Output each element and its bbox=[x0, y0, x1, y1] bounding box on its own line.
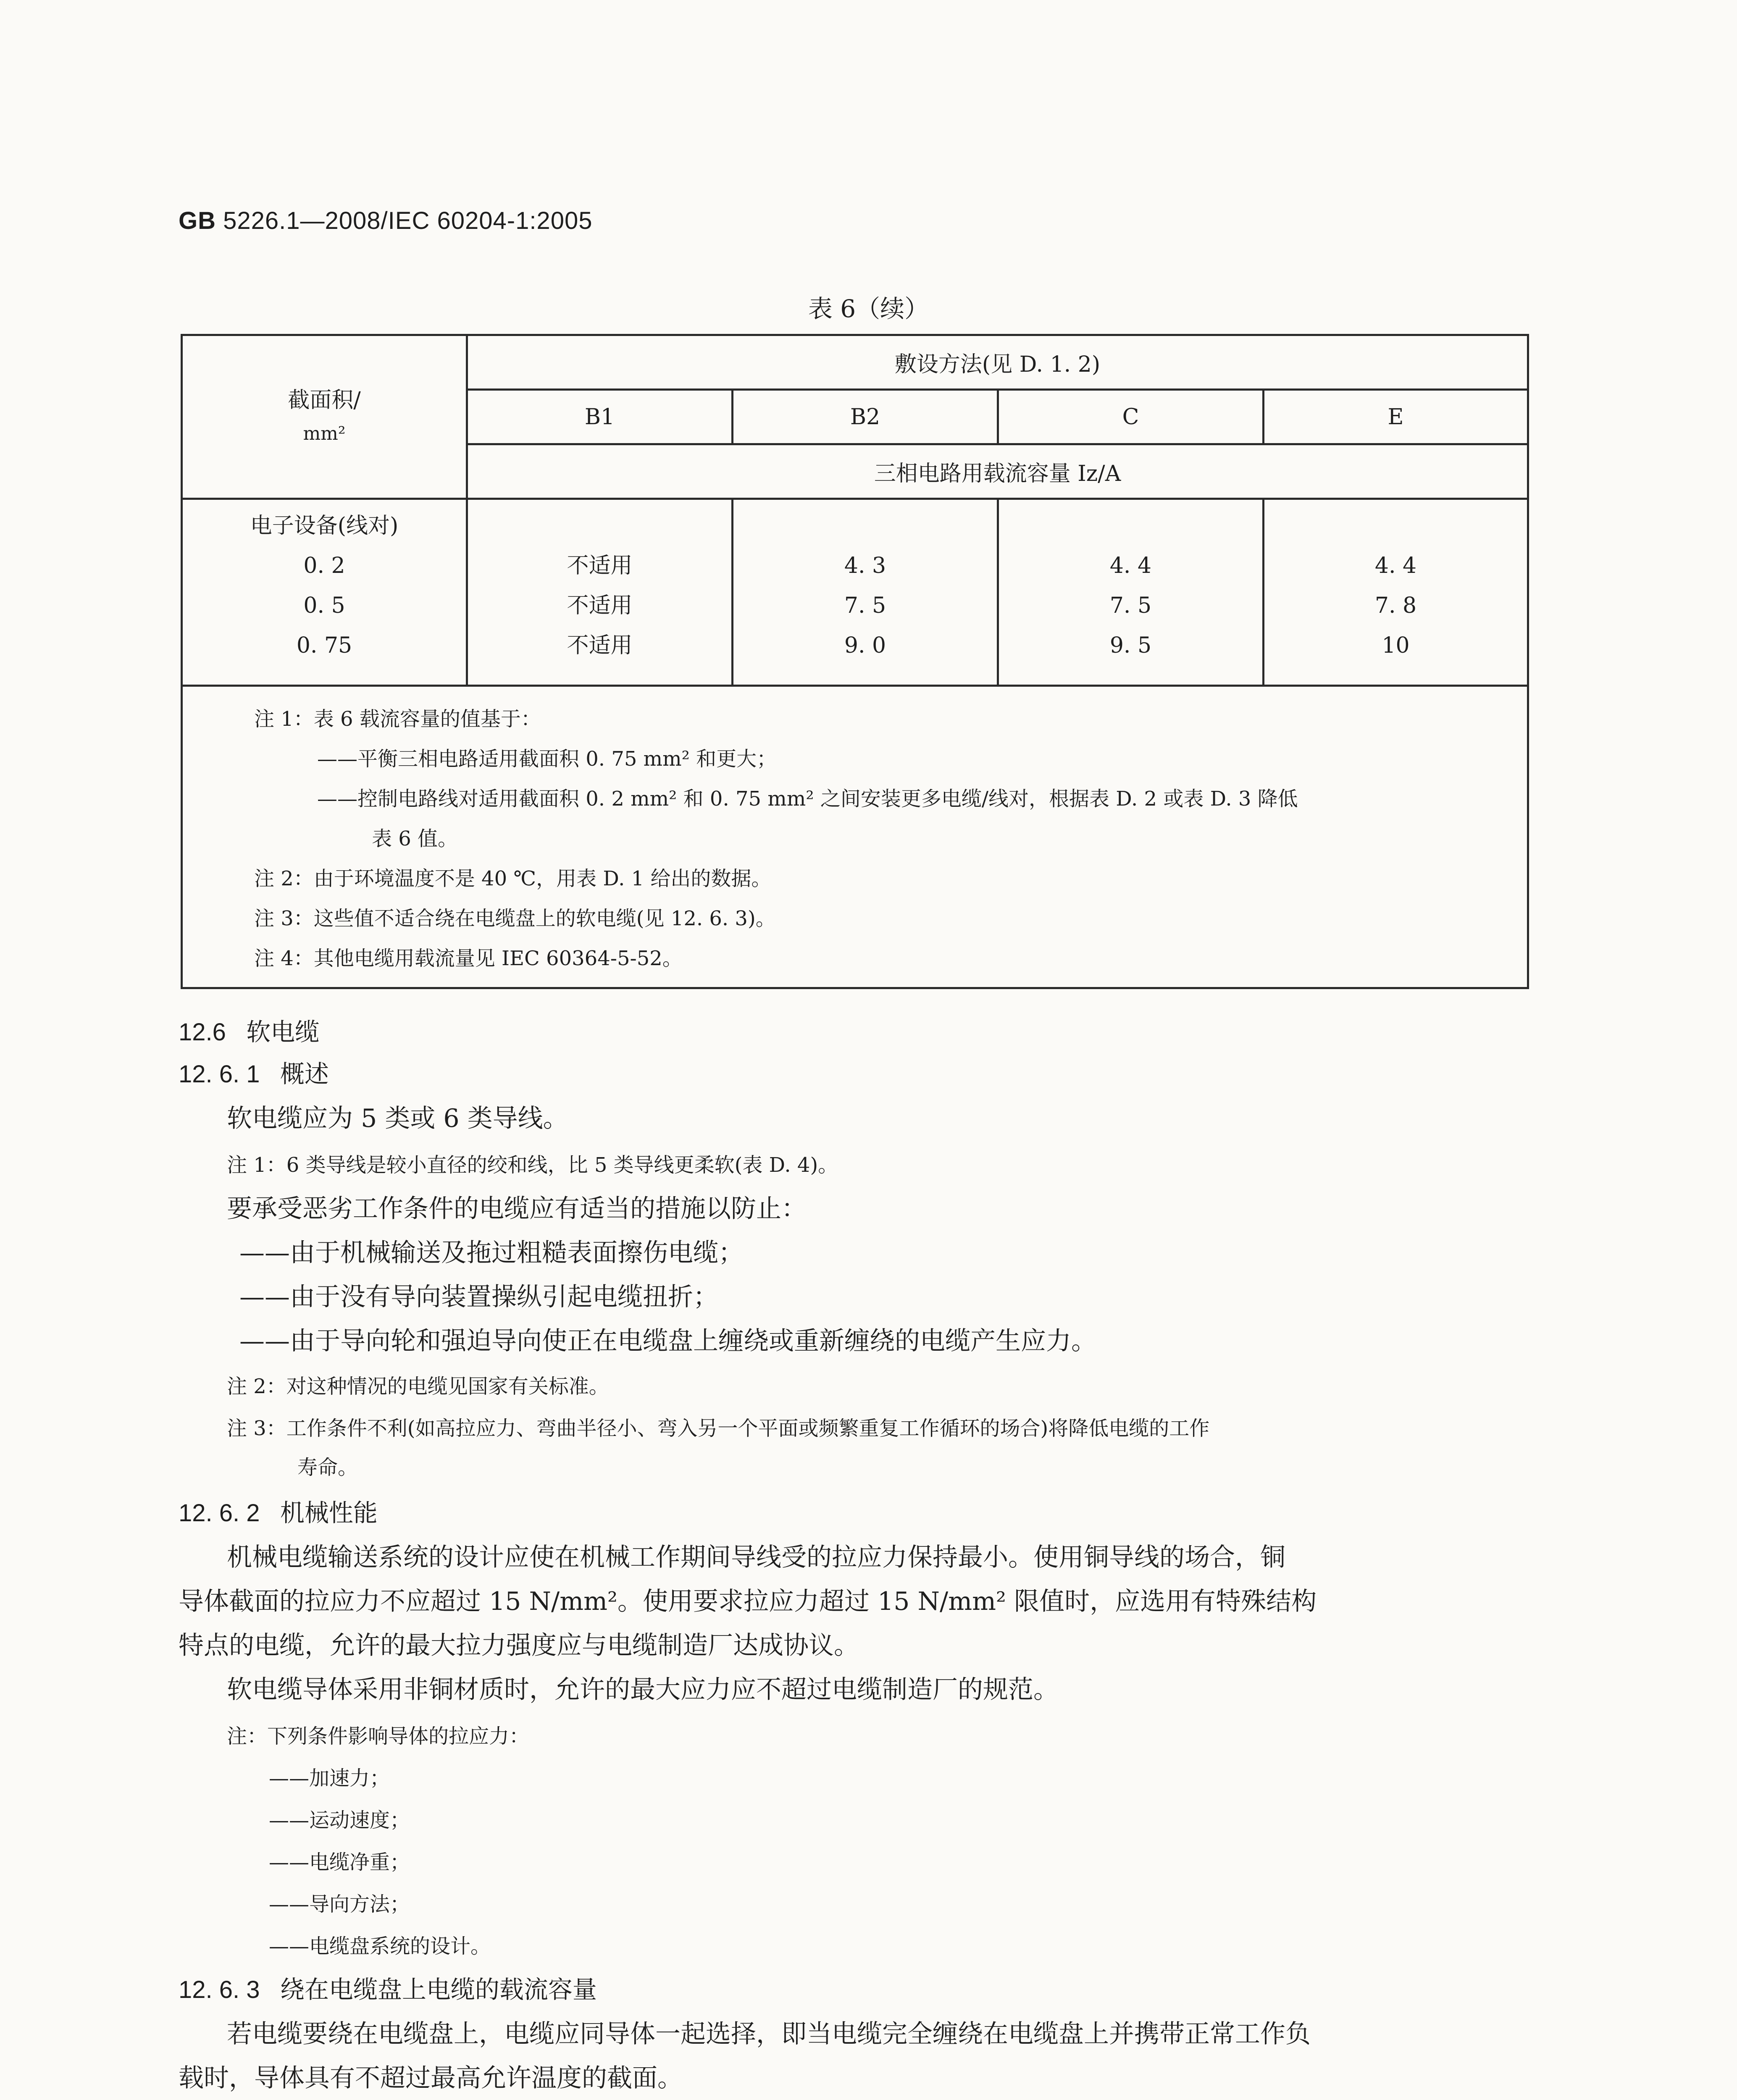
area-header-label: 截面积/ bbox=[288, 387, 361, 413]
note-1b: ——控制电路线对适用截面积 0. 2 mm² 和 0. 75 mm² 之间安装更多电缆/线对，根据表 D. 2 或表 D. 3 降低 bbox=[317, 787, 1298, 811]
area-value: 0. 75 bbox=[296, 633, 352, 658]
paragraph: 软电缆导体采用非铜材质时，允许的最大应力应不超过电缆制造厂的规范。 bbox=[227, 1675, 1059, 1704]
note-1: 注 1：表 6 载流容量的值基于： bbox=[254, 707, 541, 731]
paragraph: 要承受恶劣工作条件的电缆应有适当的措施以防止： bbox=[227, 1194, 807, 1223]
dash-item: ——由于没有导向装置操纵引起电缆扭折； bbox=[239, 1282, 718, 1312]
section-12-6-3-heading: 12. 6. 3 绕在电缆盘上电缆的载流容量 bbox=[179, 1976, 597, 2003]
e-value: 7. 8 bbox=[1374, 593, 1417, 618]
method-c: C bbox=[998, 390, 1263, 444]
section-12-6-2-heading: 12. 6. 2 机械性能 bbox=[179, 1499, 378, 1527]
table-6 bbox=[181, 334, 1529, 989]
e-value: 10 bbox=[1382, 633, 1410, 658]
area-value: 0. 2 bbox=[303, 553, 345, 578]
b1-column bbox=[467, 499, 732, 686]
paragraph: 若电缆要绕在电缆盘上，电缆应同导体一起选择，即当电缆完全缠绕在电缆盘上并携带正常工作负 bbox=[227, 2019, 1311, 2049]
dash-item: ——电缆净重； bbox=[269, 1851, 410, 1874]
dash-item: ——导向方法； bbox=[269, 1893, 410, 1916]
area-header-unit: mm² bbox=[303, 423, 346, 444]
note: 注 1：6 类导线是较小直径的绞和线，比 5 类导线更柔软(表 D. 4)。 bbox=[227, 1153, 838, 1177]
b2-value: 9. 0 bbox=[844, 633, 886, 658]
dash-item: ——电缆盘系统的设计。 bbox=[269, 1935, 491, 1958]
b2-value: 4. 3 bbox=[844, 553, 886, 578]
area-header-cell bbox=[182, 335, 467, 499]
dash-item: ——加速力； bbox=[269, 1767, 390, 1790]
b1-value: 不适用 bbox=[567, 553, 633, 578]
table-caption: 表 6（续） bbox=[808, 294, 929, 323]
e-value: 4. 4 bbox=[1374, 553, 1417, 578]
header-standard: 5226.1—2008/IEC 60204-1:2005 bbox=[223, 207, 593, 234]
note: 注 2：对这种情况的电缆见国家有关标准。 bbox=[227, 1375, 609, 1398]
b1-value: 不适用 bbox=[567, 593, 633, 618]
paragraph: 软电缆应为 5 类或 6 类导线。 bbox=[227, 1104, 568, 1133]
header-code: GB bbox=[179, 207, 216, 234]
method-e: E bbox=[1263, 390, 1528, 444]
page-header bbox=[179, 207, 592, 235]
paragraph: 导体截面的拉应力不应超过 15 N/mm²。使用要求拉应力超过 15 N/mm² 限值时，应选用有特殊结构 bbox=[179, 1587, 1317, 1616]
note-4: 注 4：其他电缆用载流量见 IEC 60364-5-52。 bbox=[254, 947, 683, 970]
dash-item: ——运动速度； bbox=[269, 1809, 410, 1832]
area-value: 0. 5 bbox=[303, 593, 345, 618]
section-12-6-1-heading: 12. 6. 1 概述 bbox=[179, 1060, 329, 1088]
dash-item: ——由于机械输送及拖过粗糙表面擦伤电缆； bbox=[239, 1238, 744, 1268]
note-1a: ——平衡三相电路适用截面积 0. 75 mm² 和更大； bbox=[317, 747, 777, 771]
c-column bbox=[998, 499, 1263, 686]
c-value: 9. 5 bbox=[1109, 633, 1152, 658]
method-b2: B2 bbox=[732, 390, 998, 444]
note-1b-cont: 表 6 值。 bbox=[372, 827, 458, 850]
table-notes bbox=[182, 686, 1528, 988]
b2-column bbox=[732, 499, 998, 686]
e-column bbox=[1263, 499, 1528, 686]
dash-item: ——由于导向轮和强迫导向使正在电缆盘上缠绕或重新缠绕的电缆产生应力。 bbox=[239, 1326, 1096, 1356]
note: 注：下列条件影响导体的拉应力： bbox=[227, 1725, 530, 1748]
c-value: 4. 4 bbox=[1109, 553, 1152, 578]
c-value: 7. 5 bbox=[1109, 593, 1152, 618]
paragraph: 特点的电缆，允许的最大拉力强度应与电缆制造厂达成协议。 bbox=[179, 1631, 859, 1660]
paragraph: 载时，导体具有不超过最高允许温度的截面。 bbox=[179, 2063, 683, 2093]
note-2: 注 2：由于环境温度不是 40 ℃，用表 D. 1 给出的数据。 bbox=[254, 867, 772, 890]
b2-value: 7. 5 bbox=[844, 593, 886, 618]
area-column bbox=[182, 499, 467, 686]
note-cont: 寿命。 bbox=[297, 1456, 358, 1479]
note: 注 3：工作条件不利(如高拉应力、弯曲半径小、弯入另一个平面或频繁重复工作循环的场合)将降低电缆的工作 bbox=[227, 1417, 1210, 1440]
method-b1: B1 bbox=[467, 390, 732, 444]
note-3: 注 3：这些值不适合绕在电缆盘上的软电缆(见 12. 6. 3)。 bbox=[254, 907, 776, 930]
section-12-6-heading: 12.6 软电缆 bbox=[179, 1018, 320, 1046]
category-label: 电子设备(线对) bbox=[250, 513, 399, 538]
b1-value: 不适用 bbox=[567, 633, 633, 658]
laying-method-header: 敷设方法(见 D. 1. 2) bbox=[467, 335, 1528, 390]
paragraph: 机械电缆输送系统的设计应使在机械工作期间导线受的拉应力保持最小。使用铜导线的场合，铜 bbox=[227, 1543, 1285, 1572]
capacity-header: 三相电路用载流容量 Iz/A bbox=[467, 444, 1528, 499]
